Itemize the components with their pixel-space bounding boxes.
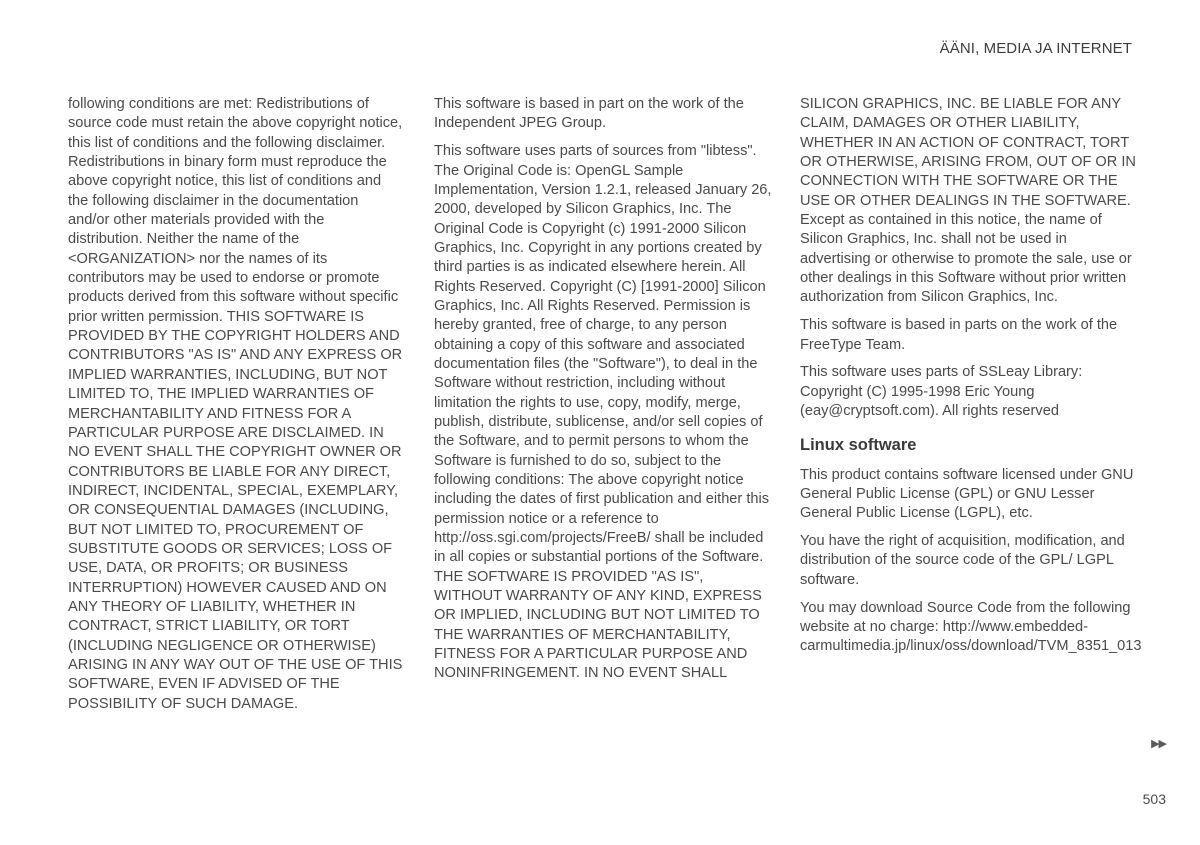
text-column-3: [800, 95, 1140, 665]
page-number: 503: [1142, 791, 1166, 807]
license-paragraph: This software uses parts of sources from "libtess". The Original Code is: OpenGL Sample Implementation, Version 1.2.1, released January 26, 2000, developed by Silicon Graphics, Inc. The Original Code is Copyright (c) 1991-2000 Silicon Graphics, Inc. Copyright in any portions created by third parties is as indicated elsewhere herein. All Rights Reserved. Copyright (C) [1991-2000] Silicon Graphics, Inc. All Rights Reserved. Permission is hereby granted, free of charge, to any person obtaining a copy of this software and associated documentation files (the "Software"), to deal in the Software without restriction, including without limitation the rights to use, copy, modify, merge, publish, distribute, sublicense, and/or sell copies of the Software, and to permit persons to whom the Software is furnished to do so, subject to the following conditions: The above copyright notice including the dates of first publication and either this permission notice or a reference to http://oss.sgi.com/projects/FreeB/ shall be included in all copies or substantial portions of the Software. THE SOFTWARE IS PROVIDED "AS IS", WITHOUT WARRANTY OF ANY KIND, EXPRESS OR IMPLIED, INCLUDING BUT NOT LIMITED TO THE WARRANTIES OF MERCHANTABILITY, FITNESS FOR A PARTICULAR PURPOSE AND NONINFRINGEMENT. IN NO EVENT SHALL: [434, 143, 772, 682]
license-paragraph: SILICON GRAPHICS, INC. BE LIABLE FOR ANY CLAIM, DAMAGES OR OTHER LIABILITY, WHETHER IN AN ACTION OF CONTRACT, TORT OR OTHERWISE, ARISING FROM, OUT OF OR IN CONNECTION WITH THE SOFTWARE OR THE USE OR OTHER DEALINGS IN THE SOFTWARE. Except as contained in this notice, the name of Silicon Graphics, Inc. shall not be used in advertising or otherwise to promote the sale, use or other dealings in this Software without prior written authorization from Silicon Graphics, Inc.: [800, 96, 1136, 306]
text-column-1: [68, 95, 403, 723]
linux-software-heading: Linux software: [800, 435, 917, 454]
license-paragraph: You have the right of acquisition, modification, and distribution of the source code of the GPL/ LGPL software.: [800, 533, 1125, 588]
double-triangle-right-icon: ▶▶: [1151, 738, 1166, 750]
download-paragraph: You may download Source Code from the following website at no charge: http://www.embedded-carmultimedia.jp/linux/oss/download/TVM_8351_013: [800, 599, 1142, 655]
text-column-2: [434, 95, 774, 692]
license-paragraph: This software is based in parts on the work of the FreeType Team.: [800, 317, 1118, 353]
license-paragraph: following conditions are met: Redistributions of source code must retain the above copyright notice, this list of conditions and the following disclaimer. Redistributions in binary form must reproduce the above copyright notice, this list of conditions and the following disclaimer in the documentation and/or other materials provided with the distribution. Neither the name of the <ORGANIZATION> nor the names of its contributors may be used to endorse or promote products derived from this software without specific prior written permission. THIS SOFTWARE IS PROVIDED BY THE COPYRIGHT HOLDERS AND CONTRIBUTORS "AS IS" AND ANY EXPRESS OR IMPLIED WARRANTIES, INCLUDING, BUT NOT LIMITED TO, THE IMPLIED WARRANTIES OF MERCHANTABILITY AND FITNESS FOR A PARTICULAR PURPOSE ARE DISCLAIMED. IN NO EVENT SHALL THE COPYRIGHT OWNER OR CONTRIBUTORS BE LIABLE FOR ANY DIRECT, INDIRECT, INCIDENTAL, SPECIAL, EXEMPLARY, OR CONSEQUENTIAL DAMAGES (INCLUDING, BUT NOT LIMITED TO, PROCUREMENT OF SUBSTITUTE GOODS OR SERVICES; LOSS OF USE, DATA, OR PROFITS; OR BUSINESS INTERRUPTION) HOWEVER CAUSED AND ON ANY THEORY OF LIABILITY, WHETHER IN CONTRACT, STRICT LIABILITY, OR TORT (INCLUDING NEGLIGENCE OR OTHERWISE) ARISING IN ANY WAY OUT OF THE USE OF THIS SOFTWARE, EVEN IF ADVISED OF THE POSSIBILITY OF SUCH DAMAGE.: [68, 96, 403, 712]
section-title: ÄÄNI, MEDIA JA INTERNET: [939, 40, 1132, 57]
license-paragraph: This product contains software licensed under GNU General Public License (GPL) or GNU Lesser General Public License (LGPL), etc.: [800, 466, 1134, 522]
license-paragraph: This software uses parts of SSLeay Library: Copyright (C) 1995-1998 Eric Young (eay@cryptsoft.com). All rights reserved: [800, 364, 1083, 420]
license-paragraph: This software is based in part on the work of the Independent JPEG Group.: [434, 96, 744, 132]
